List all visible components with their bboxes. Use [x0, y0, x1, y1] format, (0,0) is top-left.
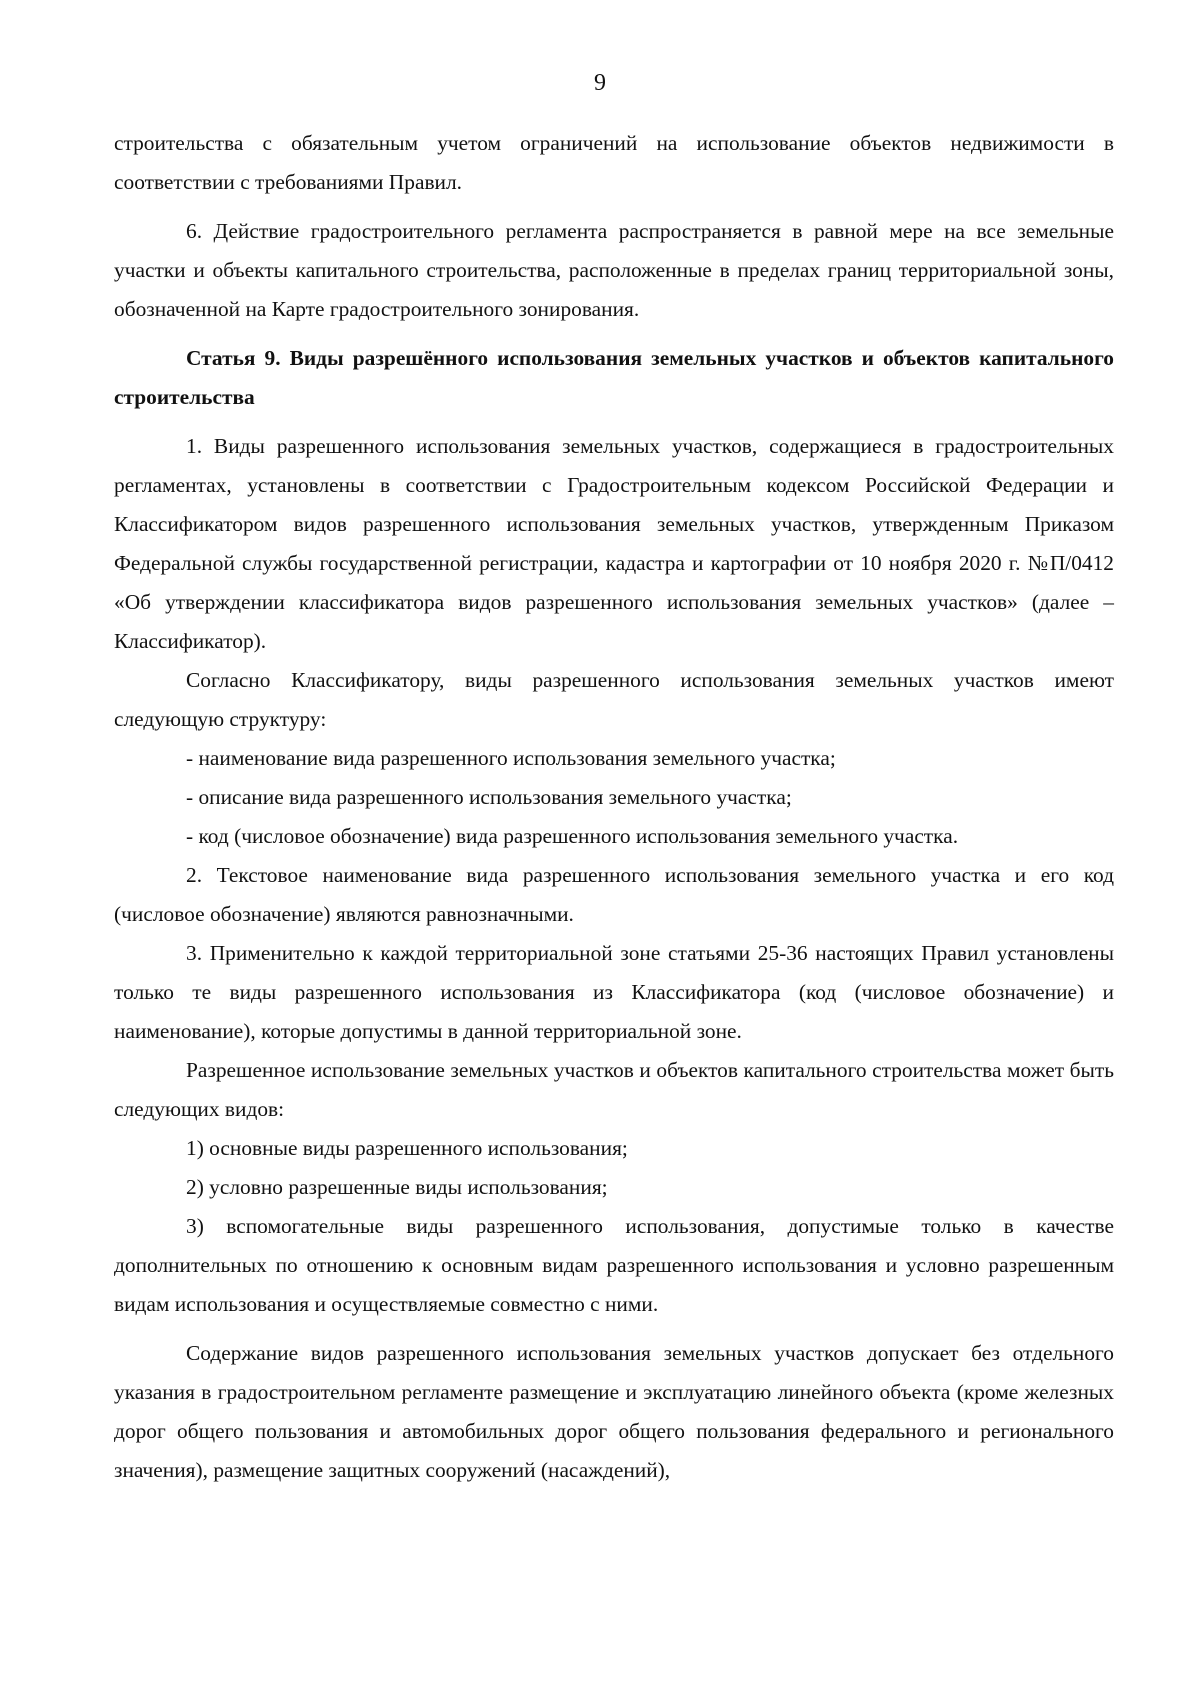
structure-list-item: - описание вида разрешенного использования земельного участка;	[186, 785, 792, 809]
paragraph-item-1: 1. Виды разрешенного использования земельных участков, содержащиеся в градостроительных регламентах, установлены в соответствии с Градостроительным кодексом Российской Федерации и Классификатором видов разрешенного использования земельных участков, утвержденным Приказом Федеральной службы государственной регистрации, кадастра и картографии от 10 ноября 2020 г. №П/0412 «Об утверждении классификатора видов разрешенного использования земельных участков» (далее – Классификатор).	[114, 434, 1114, 653]
paragraph-continuation: строительства с обязательным учетом ограничений на использование объектов недвижимости в соответствии с требованиями Правил.	[114, 131, 1114, 194]
document-body	[114, 124, 1114, 1490]
paragraph-item-3: 3. Применительно к каждой территориальной зоне статьями 25-36 настоящих Правил установлены только те виды разрешенного использования из Классификатора (код (числовое обозначение) и наименование), которые допустимы в данной территориальной зоне.	[114, 941, 1114, 1043]
use-types-list-item: 3) вспомогательные виды разрешенного использования, допустимые только в качестве дополнительных по отношению к основным видам разрешенного использования и условно разрешенным видам использования и осуществляемые совместно с ними.	[114, 1214, 1114, 1316]
paragraph-item-2: 2. Текстовое наименование вида разрешенного использования земельного участка и его код (числовое обозначение) являются равнозначными.	[114, 863, 1114, 926]
structure-list-item: - наименование вида разрешенного использования земельного участка;	[186, 746, 836, 770]
structure-list-item: - код (числовое обозначение) вида разрешенного использования земельного участка.	[186, 824, 959, 848]
paragraph-content-note: Содержание видов разрешенного использования земельных участков допускает без отдельного указания в градостроительном регламенте размещение и эксплуатацию линейного объекта (кроме железных дорог общего пользования и автомобильных дорог общего пользования федерального и регионального значения), размещение защитных сооружений (насаждений),	[114, 1341, 1114, 1482]
paragraph-item-6: 6. Действие градостроительного регламента распространяется в равной мере на все земельные участки и объекты капитального строительства, расположенные в пределах границ территориальной зоны, обозначенной на Карте градостроительного зонирования.	[114, 219, 1114, 321]
paragraph-use-types-intro: Разрешенное использование земельных участков и объектов капитального строительства может быть следующих видов:	[114, 1058, 1114, 1121]
use-types-list-item: 1) основные виды разрешенного использования;	[186, 1136, 628, 1160]
article-heading: Статья 9. Виды разрешённого использования земельных участков и объектов капитального строительства	[114, 346, 1114, 409]
paragraph-structure-intro: Согласно Классификатору, виды разрешенного использования земельных участков имеют следующую структуру:	[114, 668, 1114, 731]
use-types-list-item: 2) условно разрешенные виды использования;	[186, 1175, 608, 1199]
page-number: 9	[594, 70, 606, 96]
